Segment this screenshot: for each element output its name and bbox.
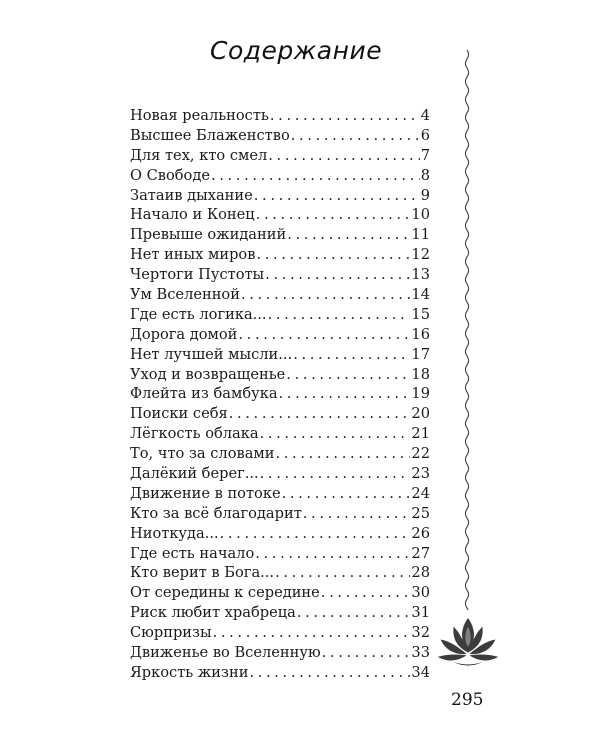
toc-entry (130, 384, 430, 404)
toc-entry (130, 146, 430, 166)
lotus-icon (432, 605, 504, 677)
toc-entry (130, 643, 430, 663)
dot-leader (241, 285, 410, 305)
dot-leader (291, 126, 420, 146)
toc-entry-page: 7 (420, 146, 430, 164)
dot-leader (256, 205, 411, 225)
toc-entry-page: 32 (411, 624, 430, 642)
toc-entry-title: Флейта из бамбука (130, 385, 278, 403)
dot-leader (220, 524, 411, 544)
toc-entry-title: Новая реальность (130, 107, 269, 124)
dot-leader (322, 643, 411, 663)
dot-leader (303, 504, 411, 524)
toc-entry (130, 325, 430, 345)
toc-entry (130, 623, 430, 643)
toc-entry-page: 24 (411, 484, 430, 502)
toc-entry (130, 583, 430, 603)
toc-entry (130, 424, 430, 444)
toc-entry-page: 6 (420, 126, 430, 144)
toc-entry-page: 17 (411, 345, 430, 363)
toc-entry-page: 25 (411, 504, 430, 522)
table-of-contents (130, 106, 430, 683)
dot-leader (260, 424, 411, 444)
dot-leader (293, 345, 410, 365)
toc-entry-page: 27 (411, 544, 430, 562)
toc-entry (130, 563, 430, 583)
toc-entry-title: Яркость жизни (130, 663, 249, 681)
toc-entry-title: Кто за всё благодарит (130, 504, 302, 522)
toc-entry (130, 245, 430, 265)
page-title: Содержание (210, 36, 383, 65)
dot-leader (254, 186, 420, 206)
toc-entry (130, 205, 430, 225)
toc-entry (130, 484, 430, 504)
dot-leader (238, 325, 410, 345)
toc-entry-page: 28 (411, 564, 430, 582)
toc-entry (130, 504, 430, 524)
toc-entry-page: 8 (420, 166, 430, 184)
toc-entry-page: 9 (420, 186, 430, 204)
toc-entry (130, 444, 430, 464)
toc-entry (130, 265, 430, 285)
toc-entry-title: Нет лучшей мысли... (130, 345, 293, 363)
toc-entry (130, 524, 430, 544)
toc-entry (130, 166, 430, 186)
toc-entry-title: Ум Вселенной (130, 286, 240, 304)
toc-entry-page: 10 (411, 206, 430, 224)
toc-entry (130, 464, 430, 484)
toc-entry-title: Ниоткуда... (130, 524, 219, 542)
toc-entry (130, 544, 430, 564)
dot-leader (229, 404, 411, 424)
toc-entry-title: Далёкий берег... (130, 465, 259, 483)
toc-entry-title: Дорога домой (130, 325, 238, 343)
toc-entry-page: 20 (411, 405, 430, 423)
toc-entry-page: 12 (411, 246, 430, 264)
dot-leader (255, 544, 410, 564)
dot-leader (268, 146, 419, 166)
wavy-line-icon (457, 50, 477, 610)
toc-entry-page: 31 (411, 604, 430, 622)
toc-entry-title: Лёгкость облака (130, 425, 259, 443)
toc-entry-title: Превыше ожиданий (130, 226, 287, 244)
dot-leader (286, 365, 410, 385)
dot-leader (268, 305, 411, 325)
dot-leader (282, 484, 411, 504)
toc-entry-title: Поиски себя (130, 405, 228, 423)
toc-entry-title: Для тех, кто смел (130, 146, 268, 164)
toc-entry-title: Сюрпризы (130, 624, 212, 642)
dot-leader (265, 265, 410, 285)
toc-entry (130, 186, 430, 206)
toc-entry-page: 34 (411, 663, 430, 681)
toc-entry (130, 663, 430, 683)
toc-entry-title: Начало и Конец (130, 206, 255, 224)
toc-entry-title: Движенье во Вселенную (130, 644, 321, 662)
toc-entry-title: Нет иных миров (130, 246, 256, 264)
page-number: 295 (451, 690, 484, 710)
toc-entry-page: 11 (411, 226, 430, 244)
toc-entry-title: Затаив дыхание (130, 186, 253, 204)
toc-entry-title: Кто верит в Бога... (130, 564, 275, 582)
toc-entry-page: 30 (411, 584, 430, 602)
toc-entry (130, 126, 430, 146)
dot-leader (287, 225, 410, 245)
toc-entry-title: Уход и возвращенье (130, 365, 286, 383)
toc-entry-page: 23 (411, 465, 430, 483)
dot-leader (321, 583, 411, 603)
toc-entry-page: 16 (411, 325, 430, 343)
dot-leader (297, 603, 411, 623)
toc-entry-page: 19 (411, 385, 430, 403)
toc-entry-title: От середины к середине (130, 584, 320, 602)
toc-entry-page: 33 (411, 644, 430, 662)
dot-leader (211, 166, 420, 186)
toc-entry-title: Чертоги Пустоты (130, 266, 265, 284)
toc-entry-page: 15 (411, 305, 430, 323)
dot-leader (275, 444, 410, 464)
toc-entry (130, 305, 430, 325)
toc-entry (130, 365, 430, 385)
toc-entry (130, 404, 430, 424)
toc-entry-title: О Свободе (130, 166, 210, 184)
dot-leader (270, 106, 420, 126)
dot-leader (249, 663, 410, 683)
toc-entry-title: Где есть логика... (130, 305, 267, 323)
toc-entry-title: Риск любит храбреца (130, 604, 296, 622)
toc-entry-page: 18 (411, 365, 430, 383)
dot-leader (279, 384, 411, 404)
toc-entry (130, 225, 430, 245)
toc-entry-page: 22 (411, 445, 430, 463)
toc-entry (130, 603, 430, 623)
dot-leader (275, 563, 410, 583)
toc-entry-title: Высшее Блаженство (130, 126, 290, 144)
toc-entry (130, 106, 430, 126)
toc-entry-page: 13 (411, 266, 430, 284)
dot-leader (256, 245, 410, 265)
toc-entry-page: 26 (411, 524, 430, 542)
toc-entry-page: 14 (411, 286, 430, 304)
toc-entry (130, 285, 430, 305)
toc-entry-page: 21 (411, 425, 430, 443)
toc-entry-page: 4 (420, 107, 430, 124)
toc-entry-title: Движение в потоке (130, 484, 281, 502)
dot-leader (260, 464, 411, 484)
toc-entry-title: То, что за словами (130, 445, 275, 463)
toc-entry-title: Где есть начало (130, 544, 255, 562)
toc-entry (130, 345, 430, 365)
dot-leader (213, 623, 411, 643)
